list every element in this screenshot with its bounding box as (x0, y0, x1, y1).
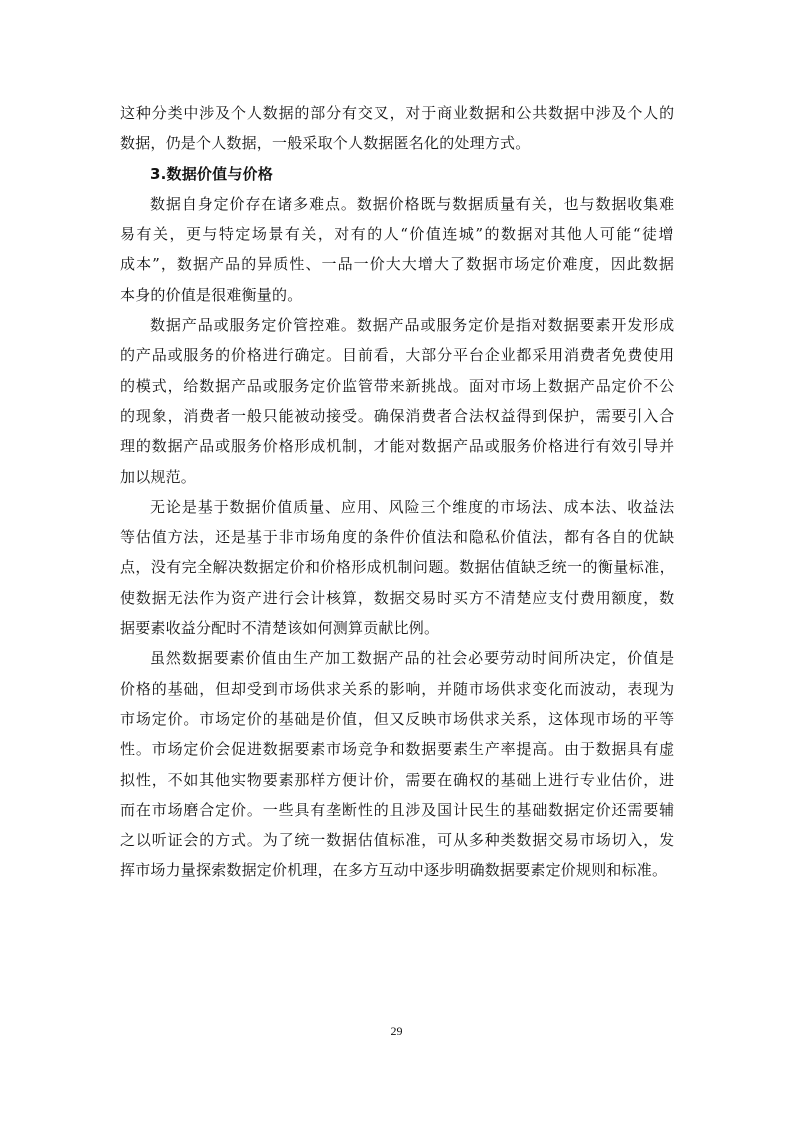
body-text (120, 98, 675, 886)
text-line: 拟性，不如其他实物要素那样方便计价，需要在确权的基础上进行专业估价，进 (120, 770, 675, 789)
text-line: 等估值方法，还是基于非市场角度的条件价值法和隐私价值法，都有各自的优缺 (120, 528, 675, 547)
text-line: 数据自身定价存在诸多难点。数据价格既与数据质量有关，也与数据收集难 (150, 194, 675, 213)
text-line: 使数据无法作为资产进行会计核算，数据交易时买方不清楚应支付费用额度，数 (120, 588, 675, 607)
text-line: 数据产品或服务定价管控难。数据产品或服务定价是指对数据要素开发形成 (150, 316, 675, 335)
text-line: 成本”，数据产品的异质性、一品一价大大增大了数据市场定价难度，因此数据 (120, 255, 675, 274)
text-line: 之以听证会的方式。为了统一数据估值标准，可从多种类数据交易市场切入，发 (120, 831, 675, 850)
text-line: 价格的基础，但却受到市场供求关系的影响，并随市场供求变化而波动，表现为 (120, 679, 675, 698)
text-line: 挥市场力量探索数据定价机理，在多方互动中逐步明确数据要素定价规则和标准。 (120, 861, 668, 880)
section-heading: 3.数据价值与价格 (150, 164, 273, 183)
text-line: 虽然数据要素价值由生产加工数据产品的社会必要劳动时间所决定，价值是 (150, 649, 675, 668)
text-line: 数据，仍是个人数据，一般采取个人数据匿名化的处理方式。 (120, 134, 531, 153)
text-line: 易有关，更与特定场景有关，对有的人“价值连城”的数据对其他人可能“徒增 (120, 225, 675, 244)
page-number: 29 (390, 1024, 403, 1038)
text-line: 点，没有完全解决数据定价和价格形成机制问题。数据估值缺乏统一的衡量标准， (120, 558, 675, 577)
text-line: 加以规范。 (120, 467, 197, 486)
text-line: 的模式，给数据产品或服务定价监管带来新挑战。面对市场上数据产品定价不公 (120, 376, 675, 395)
text-line: 的产品或服务的价格进行确定。目前看，大部分平台企业都采用消费者免费使用 (120, 346, 675, 365)
text-line: 这种分类中涉及个人数据的部分有交叉，对于商业数据和公共数据中涉及个人的 (120, 104, 675, 122)
text-line: 市场定价。市场定价的基础是价值，但又反映市场供求关系，这体现市场的平等 (120, 709, 675, 728)
text-line: 本身的价值是很难衡量的。 (120, 285, 303, 304)
text-line: 据要素收益分配时不清楚该如何测算贡献比例。 (120, 619, 440, 638)
text-line: 而在市场磨合定价。一些具有垄断性的且涉及国计民生的基础数据定价还需要辅 (120, 800, 675, 819)
text-line: 理的数据产品或服务价格形成机制，才能对数据产品或服务价格进行有效引导并 (120, 437, 675, 456)
text-line: 性。市场定价会促进数据要素市场竞争和数据要素生产率提高。由于数据具有虚 (120, 740, 675, 759)
text-line: 的现象，消费者一般只能被动接受。确保消费者合法权益得到保护，需要引入合 (120, 406, 675, 425)
text-line: 无论是基于数据价值质量、应用、风险三个维度的市场法、成本法、收益法 (150, 497, 675, 516)
